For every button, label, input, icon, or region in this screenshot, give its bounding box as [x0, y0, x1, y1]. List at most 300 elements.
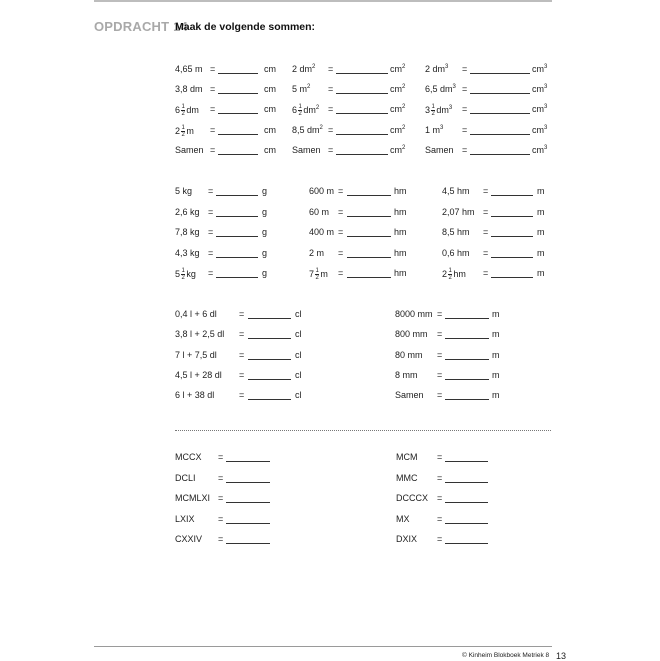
denominator: 2	[181, 275, 185, 281]
term-text: 3,8 dm	[175, 84, 203, 94]
answer-blank[interactable]	[216, 216, 258, 217]
equals-sign: =	[210, 125, 216, 135]
answer-blank[interactable]	[347, 257, 391, 258]
exponent: 2	[402, 145, 406, 151]
page-number: 13	[556, 651, 567, 661]
term-text: 4,65 m	[175, 64, 203, 74]
answer-unit	[394, 207, 407, 218]
answer-unit	[390, 104, 405, 115]
equals-sign: =	[483, 186, 489, 196]
equals-sign: =	[437, 514, 443, 524]
answer-unit	[390, 64, 405, 75]
term-text: 2,6 kg	[175, 207, 200, 217]
exponent: 3	[544, 104, 548, 110]
exponent: 3	[445, 64, 449, 70]
answer-unit	[532, 84, 547, 95]
exercise-term	[175, 493, 210, 504]
equals-sign: =	[437, 309, 443, 319]
unit-text: hm	[394, 186, 407, 196]
exponent: 3	[448, 104, 453, 111]
fraction	[181, 268, 185, 281]
term-text: 0,4 l + 6 dl	[175, 309, 217, 319]
fraction	[448, 268, 452, 281]
answer-unit	[390, 84, 405, 95]
unit-text: m	[537, 207, 545, 217]
term-text: DCCCX	[396, 493, 429, 503]
unit-text: cl	[295, 350, 302, 360]
exercise-term	[175, 145, 204, 156]
fraction	[315, 268, 319, 281]
numerator: 1	[315, 268, 319, 274]
equals-sign: =	[483, 248, 489, 258]
answer-unit	[295, 370, 302, 381]
term-unit: kg	[186, 268, 196, 279]
exercise-term	[175, 473, 196, 484]
exponent: 2	[319, 125, 323, 131]
equals-sign: =	[208, 227, 214, 237]
term-text: 1 m	[425, 125, 441, 135]
answer-unit	[264, 104, 276, 115]
answer-unit	[390, 145, 405, 156]
unit-text: cm	[532, 64, 544, 74]
term-text: CXXIV	[175, 534, 203, 544]
exercise-term	[425, 84, 456, 95]
numerator: 1	[448, 268, 452, 274]
term-text: 8,5 hm	[442, 227, 470, 237]
exercise-term	[175, 309, 217, 320]
exercise-term	[175, 514, 195, 525]
exponent: 3	[544, 84, 548, 90]
answer-unit	[262, 248, 267, 259]
answer-blank[interactable]	[445, 318, 489, 319]
term-text: 60 m	[309, 207, 330, 217]
exercise-term	[175, 84, 203, 95]
term-text: 5 kg	[175, 186, 193, 196]
equals-sign: =	[338, 268, 344, 278]
term-text: 6,5 dm	[425, 84, 453, 94]
whole-number: 2	[442, 268, 448, 279]
unit-text: cm	[532, 104, 544, 114]
answer-unit	[492, 370, 500, 381]
equals-sign: =	[328, 104, 334, 114]
equals-sign: =	[208, 186, 214, 196]
answer-unit	[394, 268, 407, 279]
whole-number: 2	[175, 125, 181, 136]
equals-sign: =	[218, 452, 224, 462]
exponent: 2	[312, 64, 316, 70]
exercise-term	[442, 268, 466, 281]
answer-blank[interactable]	[491, 236, 533, 237]
equals-sign: =	[437, 473, 443, 483]
answer-blank[interactable]	[226, 502, 270, 503]
term-unit: dm	[436, 104, 449, 115]
whole-number: 3	[425, 104, 431, 115]
exercise-term	[175, 207, 200, 218]
denominator: 2	[298, 111, 302, 117]
term-text: 8 mm	[395, 370, 418, 380]
equals-sign: =	[328, 125, 334, 135]
exponent: 3	[544, 145, 548, 151]
answer-blank[interactable]	[470, 154, 530, 155]
answer-unit	[394, 248, 407, 259]
unit-text: hm	[394, 207, 407, 217]
exercise-term	[292, 84, 310, 95]
denominator: 2	[315, 275, 319, 281]
unit-text: cm	[532, 84, 544, 94]
answer-unit	[295, 329, 302, 340]
exercise-instruction: Maak de volgende sommen:	[175, 21, 316, 33]
answer-blank[interactable]	[445, 502, 488, 503]
numerator: 1	[181, 104, 185, 110]
exercise-term	[175, 329, 224, 340]
unit-text: m	[537, 248, 545, 258]
equals-sign: =	[338, 186, 344, 196]
equals-sign: =	[218, 493, 224, 503]
answer-unit	[295, 390, 302, 401]
answer-unit	[532, 125, 547, 136]
answer-unit	[537, 207, 545, 218]
exercise-number: OPDRACHT 14	[94, 19, 188, 34]
unit-text: g	[262, 248, 268, 258]
term-text: 2 m	[309, 248, 325, 258]
term-unit: hm	[453, 268, 466, 279]
answer-unit	[492, 390, 500, 401]
answer-blank[interactable]	[470, 93, 530, 94]
unit-text: hm	[394, 227, 407, 237]
unit-text: cm	[532, 145, 544, 155]
unit-text: cl	[295, 390, 302, 400]
unit-text: cm	[264, 125, 276, 135]
answer-unit	[394, 186, 407, 197]
exercise-term	[309, 227, 334, 238]
answer-blank[interactable]	[445, 543, 488, 544]
exercise-term	[309, 268, 328, 281]
exercise-term	[425, 64, 448, 75]
equals-sign: =	[462, 84, 468, 94]
equals-sign: =	[210, 145, 216, 155]
equals-sign: =	[218, 534, 224, 544]
answer-blank[interactable]	[216, 236, 258, 237]
term-text: 7 l + 7,5 dl	[175, 350, 217, 360]
term-text: MCM	[396, 452, 418, 462]
equals-sign: =	[328, 84, 334, 94]
term-text: 4,5 l + 28 dl	[175, 370, 222, 380]
answer-unit	[492, 329, 500, 340]
answer-blank[interactable]	[248, 338, 291, 339]
exercise-term	[425, 104, 452, 117]
answer-unit	[295, 309, 302, 320]
exponent: 3	[452, 84, 456, 90]
equals-sign: =	[483, 207, 489, 217]
fraction	[298, 104, 302, 117]
answer-unit	[532, 145, 547, 156]
exercise-term	[395, 390, 424, 401]
exercise-term	[395, 370, 418, 381]
answer-unit	[264, 64, 276, 75]
answer-blank[interactable]	[336, 93, 388, 94]
answer-blank[interactable]	[226, 523, 270, 524]
exercise-term	[175, 534, 202, 545]
term-unit: m	[186, 125, 194, 136]
denominator: 2	[181, 132, 185, 138]
unit-text: cl	[295, 370, 302, 380]
exercise-term	[396, 534, 417, 545]
answer-unit	[532, 104, 547, 115]
exercise-term	[395, 329, 428, 340]
answer-blank[interactable]	[218, 113, 258, 114]
equals-sign: =	[210, 104, 216, 114]
answer-blank[interactable]	[336, 134, 388, 135]
unit-text: g	[262, 207, 268, 217]
whole-number: 6	[292, 104, 298, 115]
answer-blank[interactable]	[470, 113, 530, 114]
equals-sign: =	[239, 350, 245, 360]
term-text: 2 dm	[425, 64, 446, 74]
answer-blank[interactable]	[445, 461, 488, 462]
term-text: LXIX	[175, 514, 195, 524]
exercise-term	[175, 248, 200, 259]
answer-blank[interactable]	[347, 277, 391, 278]
exercise-term	[175, 390, 214, 401]
term-text: MMC	[396, 473, 418, 483]
unit-text: cl	[295, 309, 302, 319]
exponent: 2	[402, 84, 406, 90]
exercise-term	[175, 452, 202, 463]
term-text: Samen	[395, 390, 424, 400]
equals-sign: =	[218, 514, 224, 524]
answer-blank[interactable]	[226, 482, 270, 483]
fraction	[181, 104, 185, 117]
equals-sign: =	[218, 473, 224, 483]
exercise-term	[395, 309, 433, 320]
equals-sign: =	[483, 227, 489, 237]
answer-blank[interactable]	[347, 236, 391, 237]
unit-text: m	[492, 309, 500, 319]
exercise-term	[395, 350, 423, 361]
footer-credit: © Kinheim Blokboek Metriek 8	[462, 652, 550, 659]
equals-sign: =	[437, 329, 443, 339]
unit-text: cm	[264, 145, 276, 155]
exercise-term	[396, 473, 418, 484]
term-text: 7,8 kg	[175, 227, 200, 237]
exercise-term	[175, 125, 194, 138]
term-text: MCCX	[175, 452, 202, 462]
equals-sign: =	[338, 227, 344, 237]
answer-blank[interactable]	[216, 257, 258, 258]
term-text: 8,5 dm	[292, 125, 320, 135]
term-unit: dm	[303, 104, 316, 115]
exercise-term	[396, 514, 410, 525]
answer-unit	[262, 268, 267, 279]
term-text: DXIX	[396, 534, 418, 544]
fraction	[181, 125, 185, 138]
unit-text: cm	[390, 64, 402, 74]
answer-blank[interactable]	[248, 379, 291, 380]
equals-sign: =	[328, 64, 334, 74]
term-text: MCMLXI	[175, 493, 211, 503]
answer-blank[interactable]	[445, 359, 489, 360]
unit-text: cm	[532, 125, 544, 135]
exercise-term	[396, 493, 428, 504]
denominator: 2	[448, 275, 452, 281]
unit-text: m	[492, 329, 500, 339]
unit-text: cm	[390, 145, 402, 155]
unit-text: hm	[394, 248, 407, 258]
exercise-term	[425, 145, 454, 156]
answer-blank[interactable]	[445, 379, 489, 380]
equals-sign: =	[239, 329, 245, 339]
answer-blank[interactable]	[248, 399, 291, 400]
answer-blank[interactable]	[218, 93, 258, 94]
answer-blank[interactable]	[445, 338, 489, 339]
numerator: 1	[181, 268, 185, 274]
answer-blank[interactable]	[216, 195, 258, 196]
exercise-term	[442, 186, 470, 197]
term-text: 4,5 hm	[442, 186, 470, 196]
answer-unit	[264, 84, 276, 95]
answer-blank[interactable]	[491, 216, 533, 217]
exercise-term	[292, 104, 319, 117]
equals-sign: =	[328, 145, 334, 155]
exponent: 2	[402, 64, 406, 70]
exercise-term	[309, 207, 329, 218]
equals-sign: =	[239, 370, 245, 380]
equals-sign: =	[210, 84, 216, 94]
answer-unit	[492, 309, 500, 320]
unit-text: m	[537, 268, 545, 278]
exercise-term	[292, 145, 321, 156]
answer-blank[interactable]	[445, 482, 488, 483]
equals-sign: =	[483, 268, 489, 278]
answer-blank[interactable]	[336, 154, 388, 155]
answer-unit	[264, 125, 276, 136]
answer-unit	[264, 145, 276, 156]
term-unit: dm	[186, 104, 199, 115]
equals-sign: =	[338, 207, 344, 217]
term-text: Samen	[292, 145, 321, 155]
answer-blank[interactable]	[491, 195, 533, 196]
numerator: 1	[298, 104, 302, 110]
unit-text: g	[262, 268, 268, 278]
term-text: 2 dm	[292, 64, 313, 74]
exponent: 2	[315, 104, 320, 111]
unit-text: hm	[394, 268, 407, 278]
term-text: 400 m	[309, 227, 335, 237]
equals-sign: =	[208, 248, 214, 258]
answer-blank[interactable]	[226, 543, 270, 544]
exponent: 2	[402, 104, 406, 110]
equals-sign: =	[462, 104, 468, 114]
exercise-term	[175, 104, 199, 117]
term-text: 4,3 kg	[175, 248, 200, 258]
unit-text: cl	[295, 329, 302, 339]
term-text: Samen	[175, 145, 204, 155]
exercise-term	[309, 186, 334, 197]
equals-sign: =	[437, 534, 443, 544]
unit-text: cm	[390, 125, 402, 135]
denominator: 2	[181, 111, 185, 117]
answer-blank[interactable]	[445, 399, 489, 400]
answer-blank[interactable]	[470, 134, 530, 135]
exponent: 2	[307, 84, 311, 90]
answer-blank[interactable]	[226, 461, 270, 462]
term-text: 3,8 l + 2,5 dl	[175, 329, 225, 339]
equals-sign: =	[462, 145, 468, 155]
answer-unit	[537, 186, 545, 197]
exercise-term	[442, 227, 470, 238]
equals-sign: =	[437, 390, 443, 400]
answer-blank[interactable]	[445, 523, 488, 524]
answer-blank[interactable]	[248, 359, 291, 360]
answer-unit	[532, 64, 547, 75]
whole-number: 5	[175, 268, 181, 279]
unit-text: m	[537, 186, 545, 196]
answer-unit	[537, 268, 545, 279]
answer-blank[interactable]	[248, 318, 291, 319]
equals-sign: =	[437, 370, 443, 380]
equals-sign: =	[437, 452, 443, 462]
answer-unit	[262, 186, 267, 197]
exercise-term	[292, 125, 323, 136]
equals-sign: =	[437, 350, 443, 360]
term-text: MX	[396, 514, 410, 524]
unit-text: cm	[390, 104, 402, 114]
exponent: 3	[544, 64, 548, 70]
term-text: 2,07 hm	[442, 207, 475, 217]
unit-text: cm	[390, 84, 402, 94]
exercise-term	[425, 125, 443, 136]
exercise-term	[396, 452, 418, 463]
answer-unit	[262, 227, 267, 238]
equals-sign: =	[239, 390, 245, 400]
term-text: 0,6 hm	[442, 248, 470, 258]
answer-blank[interactable]	[218, 73, 258, 74]
answer-blank[interactable]	[216, 277, 258, 278]
exercise-term	[442, 248, 470, 259]
answer-unit	[492, 350, 500, 361]
exercise-term	[175, 186, 192, 197]
answer-blank[interactable]	[218, 134, 258, 135]
answer-blank[interactable]	[336, 73, 388, 74]
answer-blank[interactable]	[347, 216, 391, 217]
answer-blank[interactable]	[491, 277, 533, 278]
answer-blank[interactable]	[347, 195, 391, 196]
answer-unit	[537, 248, 545, 259]
exercise-term	[175, 350, 217, 361]
whole-number: 7	[309, 268, 315, 279]
term-text: 800 mm	[395, 329, 428, 339]
answer-blank[interactable]	[336, 113, 388, 114]
answer-blank[interactable]	[218, 154, 258, 155]
fraction	[431, 104, 435, 117]
unit-text: m	[492, 370, 500, 380]
unit-text: g	[262, 227, 268, 237]
unit-text: m	[537, 227, 545, 237]
equals-sign: =	[210, 64, 216, 74]
equals-sign: =	[239, 309, 245, 319]
whole-number: 6	[175, 104, 181, 115]
denominator: 2	[431, 111, 435, 117]
answer-blank[interactable]	[491, 257, 533, 258]
unit-text: cm	[264, 104, 276, 114]
term-text: DCLI	[175, 473, 196, 483]
unit-text: cm	[264, 84, 276, 94]
equals-sign: =	[462, 64, 468, 74]
equals-sign: =	[208, 207, 214, 217]
answer-blank[interactable]	[470, 73, 530, 74]
unit-text: cm	[264, 64, 276, 74]
term-text: 80 mm	[395, 350, 423, 360]
